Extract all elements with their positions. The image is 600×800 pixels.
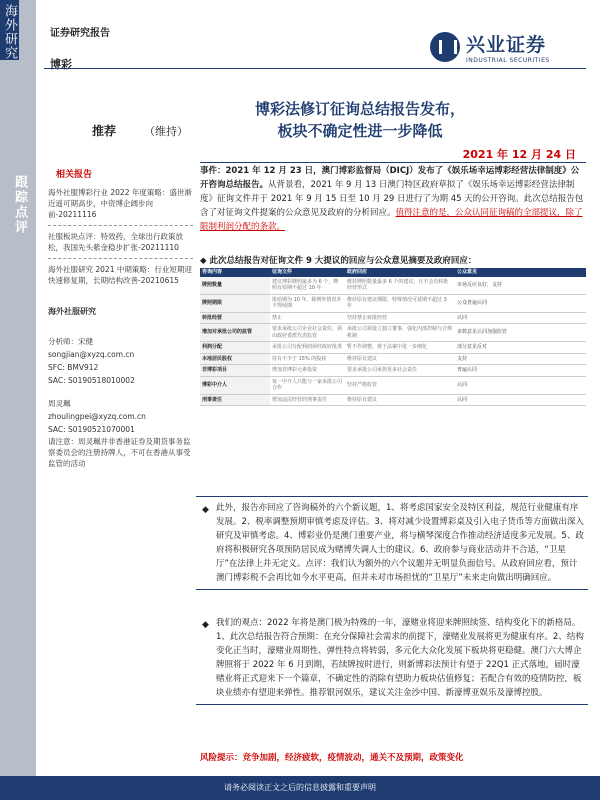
table-cell: 部分意见反对 xyxy=(455,342,586,354)
point-2 xyxy=(196,612,588,705)
table-cell: 刑事责任 xyxy=(200,394,270,406)
table-cell: 禁止 xyxy=(270,312,345,324)
table-cell: 公众普遍认同 xyxy=(455,294,586,312)
table-row xyxy=(200,277,586,295)
assistant-sac: SAC: S0190521070001 xyxy=(48,425,135,434)
table-cell: 认同 xyxy=(455,394,586,406)
side-band-top: 海外研究 xyxy=(0,0,19,60)
event-paragraph xyxy=(200,164,586,234)
table-cell: 多数意见认同加强监管 xyxy=(455,324,586,342)
table-cell: 利润分配 xyxy=(200,342,270,354)
analyst-email[interactable]: songjian@xyzq.com.cn xyxy=(48,350,135,359)
table-cell: 博彩中介人 xyxy=(200,376,270,394)
rating-sub: （维持） xyxy=(144,125,189,138)
table-cell: 增加违法经营的刑事责任 xyxy=(270,394,345,406)
sidebar xyxy=(48,162,193,469)
assistant-name: 周灵珮 xyxy=(48,399,71,408)
table-cell: 增加非博彩元素投资 xyxy=(270,365,345,377)
analyst-name: 分析师：宋健 xyxy=(48,337,93,346)
logo-cn: 兴业证券 xyxy=(466,34,547,56)
point-2-text: 我们的观点：2022 年将是澳门极为特殊的一年，濠赌业将迎来牌照续签、结构变化下的新格局。1、此次总结报告符合预期：在充分保障社会需求的前提下，濠赌业发展将更为健康有序。2、结构变化正当时，濠赌业周期性、弹性特点将转弱，多元化大众化发展下板块将更稳健。澳门六大博企牌照将于 2022 年 6 月到期，若续牌按时进行，则新博彩法预计有望于 22Q1 正式落地，届时濠赌业将正式迎来下一个篇章，不确定性的消除有望助力板块估值修复；若配合有效的疫情防控，板块业绩亦有望迎来弹性。推荐银河娱乐，建议关注金沙中国、新濠博亚娱乐及濠博控股。 xyxy=(216,618,584,698)
table-cell: 牌照期限 xyxy=(200,294,270,312)
table-cell: 维持牌照数量最多 6 个的建议，且不会有转批经营形式 xyxy=(345,277,455,295)
table-cell: 普遍认同 xyxy=(455,365,586,377)
date-rule xyxy=(200,162,586,163)
point-1 xyxy=(196,496,588,590)
table-cell: 要求承批公司承担更多社会责任 xyxy=(345,365,455,377)
point-1-text: 此外，报告亦回应了咨询稿外的六个新议题，1、将考虑国家安全及特区利益，规范行业健康有序发展。2、税率调整预期审慎考虑及评估。3、将对减少设置博彩桌及引入电子货币等方面做出深入研究及审慎考虑。4、博彩业仍是澳门重要产业，将与横琴深度合作推动经济适度多元发展。5、政府将积极研究各项预防居民成为赌博失调人士的建议。6、政府参与商业活动并不合适，“卫星厅”在法律上并无定义。点评：我们认为额外的六个议题并无明显负面信号。从政府回应看，预计澳门博彩税不会再比如今水平更高，但并未对市场担忧的“卫星厅”未来走向做出明确回应。 xyxy=(216,503,584,583)
table-row xyxy=(200,353,586,365)
sector-label: 博彩 xyxy=(50,58,72,71)
divider xyxy=(48,225,193,226)
table-cell: 认同 xyxy=(455,312,586,324)
table-cell: 增加对承批公司的监管 xyxy=(200,324,270,342)
table-cell: 坚持禁止转批经营 xyxy=(345,312,455,324)
table-cell: 非博彩项目 xyxy=(200,365,270,377)
table-cell: 坚持严格监管 xyxy=(345,376,455,394)
table-cell: 维持原有建议 xyxy=(345,394,455,406)
title-line-2: 板块不确定性进一步降低 xyxy=(277,122,443,140)
logo-mark-icon xyxy=(430,32,460,62)
table-cell: 持有不少于 15% 的股权 xyxy=(270,353,345,365)
related-report-2[interactable]: 社服板块点评：特效药，全球出行政策放松，我国先头紫金稳步扩张-20211110 xyxy=(48,232,183,252)
assistant-note: 请注意：周灵珮并非香港证券及期货事务监察委员会的注册持牌人，不可在香港从事受监管的活动 xyxy=(48,437,191,468)
side-band-mid: 跟踪点评 xyxy=(12,175,27,235)
table-cell: 批给期为 10 年，除例外情况外不得续期 xyxy=(270,294,345,312)
table-cell: 每一中介人只能与一家承批公司合作 xyxy=(270,376,345,394)
rating xyxy=(92,122,188,139)
table-cell: 转批经营 xyxy=(200,312,270,324)
table-row xyxy=(200,294,586,312)
assistant-info xyxy=(48,397,193,469)
report-type: 证券研究报告 xyxy=(50,28,110,39)
event-highlight: 值得注意的是，公众认同征询稿的全部提议，除了限制利润分配的条款。 xyxy=(200,208,583,232)
table-row xyxy=(200,312,586,324)
title-line-1: 博彩法修订征询总结报告发布， xyxy=(254,100,465,118)
risk-warning: 风险提示：竞争加剧，经济疲软，疫情波动，通关不及预期，政策变化 xyxy=(200,753,464,763)
table-cell: 牌照数量 xyxy=(200,277,270,295)
table-header-row xyxy=(200,268,586,277)
assistant-email[interactable]: zhoulingpei@xyzq.com.cn xyxy=(48,412,146,421)
table-header: 征询文件 xyxy=(270,268,345,277)
rating-label: 推荐 xyxy=(92,124,117,138)
table-row xyxy=(200,324,586,342)
company-logo xyxy=(430,30,550,64)
bullet-icon: ◆ xyxy=(202,620,209,630)
table-cell: 维持原有建议期限，特殊情况可延期不超过 3 年 xyxy=(345,294,455,312)
side-band xyxy=(0,0,36,800)
table-cell: 本地居民股权 xyxy=(200,353,270,365)
table-cell: 暂不作调整，将于法案中进一步细化 xyxy=(345,342,455,354)
table-cell: 市场反应良好，支持 xyxy=(455,277,586,295)
table-row xyxy=(200,342,586,354)
table-row xyxy=(200,394,586,406)
footer-disclaimer: 请务必阅读正文之后的信息披露和重要声明 xyxy=(0,776,600,800)
divider xyxy=(48,258,193,259)
related-report-3[interactable]: 海外社服研究 2021 中期策略：行业短期迎快速修复期，长期结构改善-20210615 xyxy=(48,265,192,285)
table-title: ◆ 此次总结报告对征询文件 9 大提议的回应与公众意见摘要及政府回应： xyxy=(200,256,477,266)
analyst-sac: SAC: S0190518010002 xyxy=(48,376,135,385)
table-row xyxy=(200,376,586,394)
header-rule xyxy=(44,68,586,69)
table-cell: 认同 xyxy=(455,376,586,394)
team-name: 海外社服研究 xyxy=(48,307,96,316)
related-report-1[interactable]: 海外社服博彩行业 2022 年度策略：盛世渐近遥可期高步，中资博企阔步向前-20211116 xyxy=(48,188,192,219)
table-cell: 支持 xyxy=(455,353,586,365)
table-cell: 维持原有建议 xyxy=(345,353,455,365)
table-row xyxy=(200,365,586,377)
bullet-icon: ◆ xyxy=(202,505,209,515)
event-body: 从背景看，2021 年 9 月 13 日澳门特区政府草拟了《娱乐场幸运博彩经营法律制度》征询文件并于 2021 年 9 月 15 日至 10 月 29 日进行了为期 45 天的公开咨询。此次总结报告包含了对征询文件提案的公众意见及政府的分析回应。 xyxy=(200,180,584,218)
analyst-sfc: SFC: BMV912 xyxy=(48,363,99,372)
consultation-table xyxy=(200,268,586,406)
table-header: 公众意见 xyxy=(455,268,586,277)
logo-en: INDUSTRIAL SECURITIES xyxy=(466,57,550,64)
table-cell: 建议博彩牌照最多为 6 个，牌照有效期不超过 10 年 xyxy=(270,277,345,295)
related-reports-title: 相关报告 xyxy=(56,170,93,180)
table-cell: 承批公司须设立独立董事，强化内部控制与合规机制 xyxy=(345,324,455,342)
report-title xyxy=(180,98,540,142)
table-cell: 承批公司分配利润须经政府批准 xyxy=(270,342,345,354)
event-lead: 事件：2021 年 12 月 23 日，澳门博彩监督局（DICJ）发布了《娱乐场幸运博彩经营法律制度》公开咨询总结报告。 xyxy=(200,166,580,190)
table-cell: 要求承批公司企业社会责任，须由政府委派代表监管 xyxy=(270,324,345,342)
table-header: 政府回应 xyxy=(345,268,455,277)
report-date: 2021 年 12 月 24 日 xyxy=(462,148,576,161)
analyst-info xyxy=(48,335,193,387)
table-header: 咨询内容 xyxy=(200,268,270,277)
